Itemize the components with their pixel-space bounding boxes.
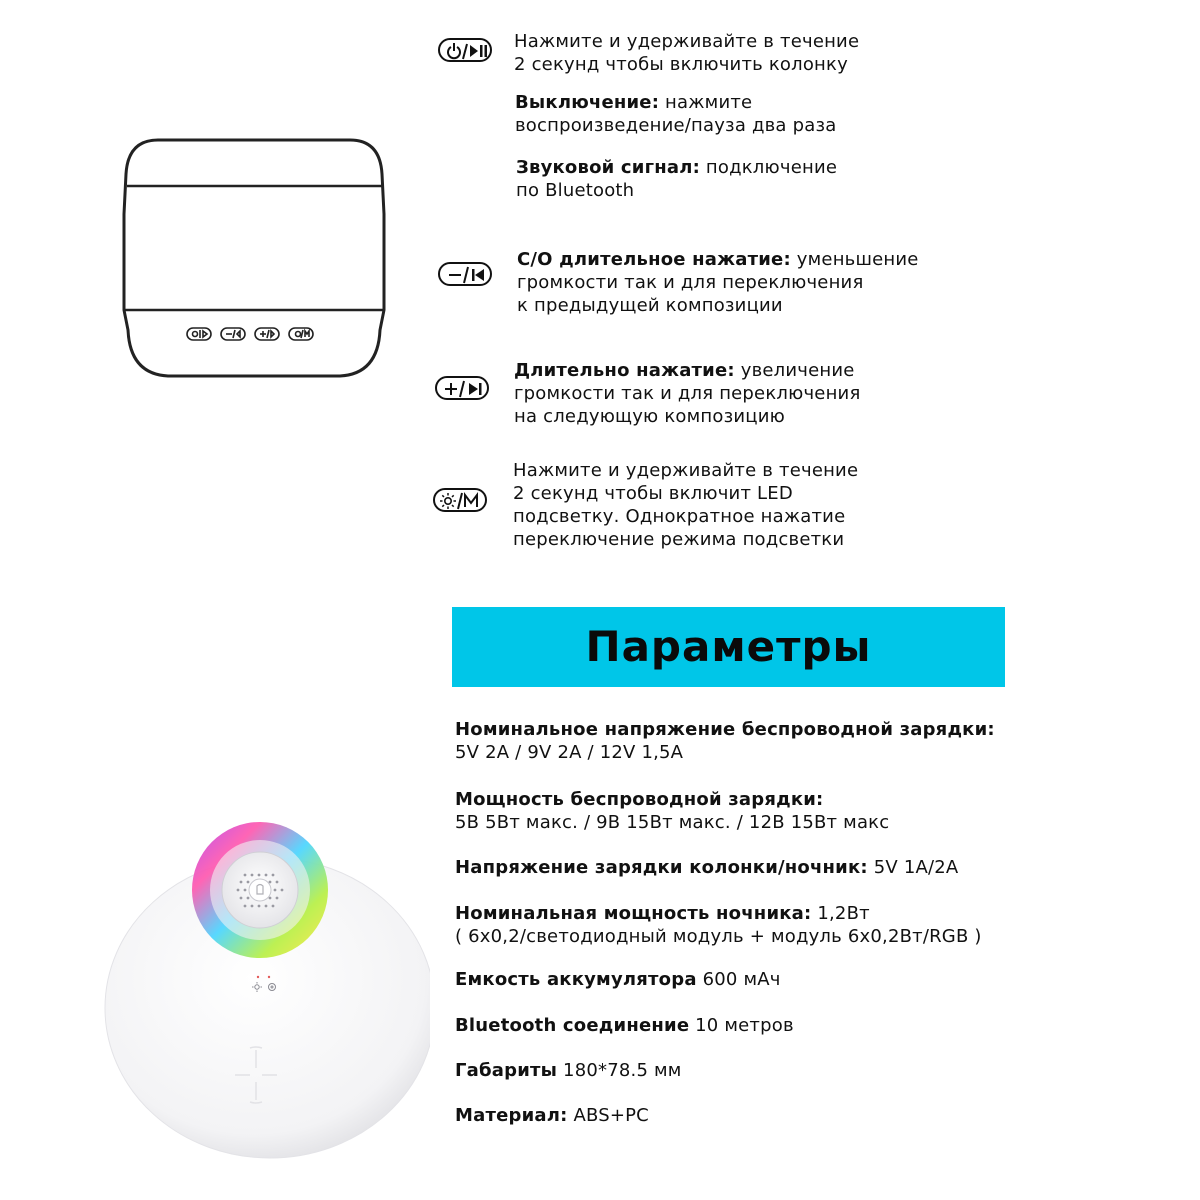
text-value: 10 метров	[689, 1015, 794, 1036]
text-line	[515, 114, 836, 137]
text-line	[517, 271, 919, 294]
bold-label: Номинальное напряжение беспроводной зарядки:	[455, 719, 995, 740]
product-photo	[100, 820, 430, 1160]
spec-item	[455, 718, 995, 764]
volume-down-previous-icon	[438, 262, 492, 286]
text-value: 5V 1A/2A	[867, 857, 959, 878]
spec-item	[455, 902, 982, 948]
light-mode-icon	[433, 488, 487, 512]
text-line	[455, 1059, 682, 1082]
text-value: 600 мАч	[696, 969, 781, 990]
spec-item	[455, 968, 781, 991]
text-line	[513, 459, 858, 482]
power-description	[514, 30, 859, 76]
spec-item	[455, 788, 889, 834]
volume-down-description	[517, 248, 919, 317]
text-line	[455, 788, 889, 811]
spec-item	[455, 1059, 682, 1082]
beep-description	[516, 156, 837, 202]
text-value: громкости так и для переключения	[514, 383, 861, 404]
bold-label: Материал:	[455, 1105, 568, 1126]
text-line	[517, 294, 919, 317]
text-value: ( 6х0,2/светодиодный модуль + модуль 6х0,2Вт/RGB )	[455, 926, 982, 947]
bold-label: Напряжение зарядки колонки/ночник:	[455, 857, 868, 878]
text-line	[515, 91, 836, 114]
bold-label: Мощность беспроводной зарядки:	[455, 789, 824, 810]
bold-label: Длительно нажатие:	[514, 360, 735, 381]
speaker-line-drawing	[118, 134, 390, 384]
bold-label: Выключение:	[515, 92, 660, 113]
text-line	[514, 405, 860, 428]
bold-label: Емкость аккумулятора	[455, 969, 697, 990]
text-line	[516, 179, 837, 202]
light-description	[513, 459, 858, 551]
text-line	[513, 482, 858, 505]
text-value: ABS+PC	[567, 1105, 649, 1126]
text-line	[455, 902, 982, 925]
text-line	[514, 30, 859, 53]
text-value: 1,2Вт	[811, 903, 870, 924]
text-value: подсветку. Однократное нажатие	[513, 506, 846, 527]
text-line	[455, 718, 995, 741]
power-off-description	[515, 91, 836, 137]
text-line	[455, 741, 995, 764]
text-value: увеличение	[734, 360, 855, 381]
spec-item	[455, 856, 958, 879]
params-banner	[452, 607, 1005, 687]
bold-label: C/O длительное нажатие:	[517, 249, 791, 270]
volume-up-next-icon	[435, 376, 489, 400]
text-value: 180*78.5 мм	[557, 1060, 682, 1081]
text-value: Нажмите и удерживайте в течение	[513, 460, 859, 481]
spec-item	[455, 1014, 794, 1037]
text-value: к предыдущей композиции	[517, 295, 783, 316]
text-value: по Bluetooth	[516, 180, 635, 201]
text-line	[455, 1104, 649, 1127]
volume-up-description	[514, 359, 860, 428]
speaker-buttons-row	[187, 328, 313, 340]
text-value: переключение режима подсветки	[513, 529, 845, 550]
text-value: 5V 2A / 9V 2A / 12V 1,5A	[455, 742, 684, 763]
bold-label: Номинальная мощность ночника:	[455, 903, 812, 924]
power-play-pause-icon	[438, 38, 492, 62]
text-line	[455, 811, 889, 834]
text-value: на следующую композицию	[514, 406, 785, 427]
spec-item	[455, 1104, 649, 1127]
text-value: 2 секунд чтобы включить колонку	[514, 54, 848, 75]
params-title: Параметры	[585, 622, 872, 671]
text-line	[517, 248, 919, 271]
text-value: уменьшение	[790, 249, 919, 270]
text-line	[516, 156, 837, 179]
text-value: 2 секунд чтобы включит LED	[513, 483, 793, 504]
text-line	[455, 925, 982, 948]
text-value: Нажмите и удерживайте в течение	[514, 31, 860, 52]
text-value: нажмите	[659, 92, 753, 113]
text-value: 5В 5Вт макс. / 9В 15Вт макс. / 12В 15Вт макс	[455, 812, 890, 833]
text-value: подключение	[699, 157, 838, 178]
bold-label: Звуковой сигнал:	[516, 157, 700, 178]
text-line	[514, 53, 859, 76]
bold-label: Bluetooth соединение	[455, 1015, 690, 1036]
text-value: воспроизведение/пауза два раза	[515, 115, 837, 136]
text-line	[455, 1014, 794, 1037]
text-line	[514, 359, 860, 382]
text-line	[455, 856, 958, 879]
text-line	[513, 528, 858, 551]
text-value: громкости так и для переключения	[517, 272, 864, 293]
text-line	[514, 382, 860, 405]
text-line	[455, 968, 781, 991]
bold-label: Габариты	[455, 1060, 558, 1081]
text-line	[513, 505, 858, 528]
